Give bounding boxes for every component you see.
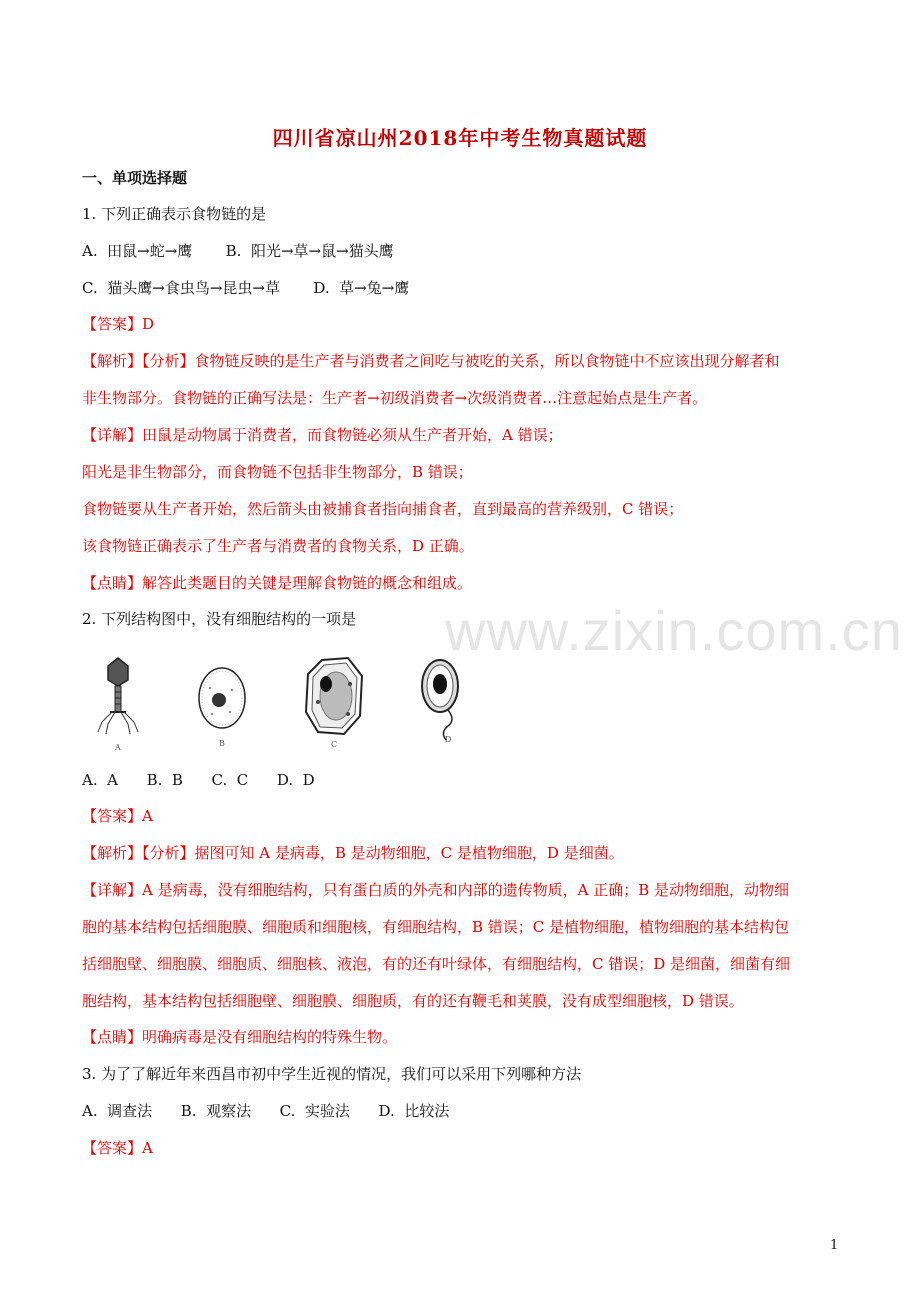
figure-a-label: A (115, 743, 121, 752)
q1-analysis-line2: 非生物部分。食物链的正确写法是：生产者→初级消费者→次级消费者…注意起始点是生产者。 (82, 389, 708, 407)
q1-detail-line4: 该食物链正确表示了生产者与消费者的食物关系，D 正确。 (82, 537, 474, 555)
q1-detail-line3: 食物链要从生产者开始，然后箭头由被捕食者指向捕食者，直到最高的营养级别，C 错误； (82, 500, 684, 518)
figure-d-bacterium (412, 654, 472, 754)
q1-options-row2: C. 猫头鹰→食虫鸟→昆虫→草 D. 草→兔→鹰 (82, 279, 410, 297)
q1-detail-line2: 阳光是非生物部分，而食物链不包括非生物部分，B 错误； (82, 463, 473, 481)
section-heading: 一、单项选择题 (82, 169, 188, 187)
q2-stem: 2. 下列结构图中，没有细胞结构的一项是 (82, 610, 357, 628)
q2-detail-line3: 括细胞壁、细胞膜、细胞质、细胞核、液泡，有的还有叶绿体，有细胞结构，C 错误；D 是细菌，细菌有细 (82, 955, 791, 973)
q2-detail-line4: 胞结构，基本结构包括细胞壁、细胞膜、细胞质，有的还有鞭毛和荚膜，没有成型细胞核，D 错误。 (82, 992, 744, 1010)
q2-tip: 【点睛】明确病毒是没有细胞结构的特殊生物。 (82, 1028, 398, 1046)
figure-a-virus (88, 654, 148, 754)
figure-b-animal-cell (192, 654, 252, 754)
q3-answer: 【答案】A (82, 1139, 153, 1157)
q1-stem: 1. 下列正确表示食物链的是 (82, 205, 267, 223)
q2-options: A. A B. B C. C D. D (82, 771, 315, 789)
page-number: 1 (830, 1238, 839, 1253)
watermark: www.zixin.com.cn (445, 599, 903, 662)
q3-stem: 3. 为了了解近年来西昌市初中学生近视的情况，我们可以采用下列哪种方法 (82, 1065, 582, 1083)
figure-c-label: C (331, 740, 338, 749)
q1-options-row1: A. 田鼠→蛇→鹰 B. 阳光→草→鼠→猫头鹰 (82, 242, 394, 260)
q2-answer: 【答案】A (82, 807, 153, 825)
q1-tip: 【点睛】解答此类题目的关键是理解食物链的概念和组成。 (82, 574, 473, 592)
figure-d-label: D (445, 735, 452, 744)
q1-answer: 【答案】D (82, 315, 155, 333)
q1-detail-line1: 【详解】田鼠是动物属于消费者，而食物链必须从生产者开始，A 错误； (82, 426, 563, 444)
q3-options: A. 调查法 B. 观察法 C. 实验法 D. 比较法 (82, 1102, 450, 1120)
figure-b-label: B (219, 739, 225, 748)
q1-analysis-line1: 【解析】【分析】食物链反映的是生产者与消费者之间吃与被吃的关系，所以食物链中不应该出现分解者和 (82, 352, 780, 370)
q2-analysis: 【解析】【分析】据图可知 A 是病毒，B 是动物细胞，C 是植物细胞，D 是细菌。 (82, 844, 624, 862)
q2-detail-line2: 胞的基本结构包括细胞膜、细胞质和细胞核，有细胞结构，B 错误；C 是植物细胞，植物细胞的基本结构包 (82, 918, 790, 936)
q2-detail-line1: 【详解】A 是病毒，没有细胞结构，只有蛋白质的外壳和内部的遗传物质，A 正确；B 是动物细胞，动物细 (82, 881, 789, 899)
page-title: 四川省凉山州2018年中考生物真题试题 (272, 126, 648, 150)
figure-c-plant-cell (304, 654, 364, 754)
